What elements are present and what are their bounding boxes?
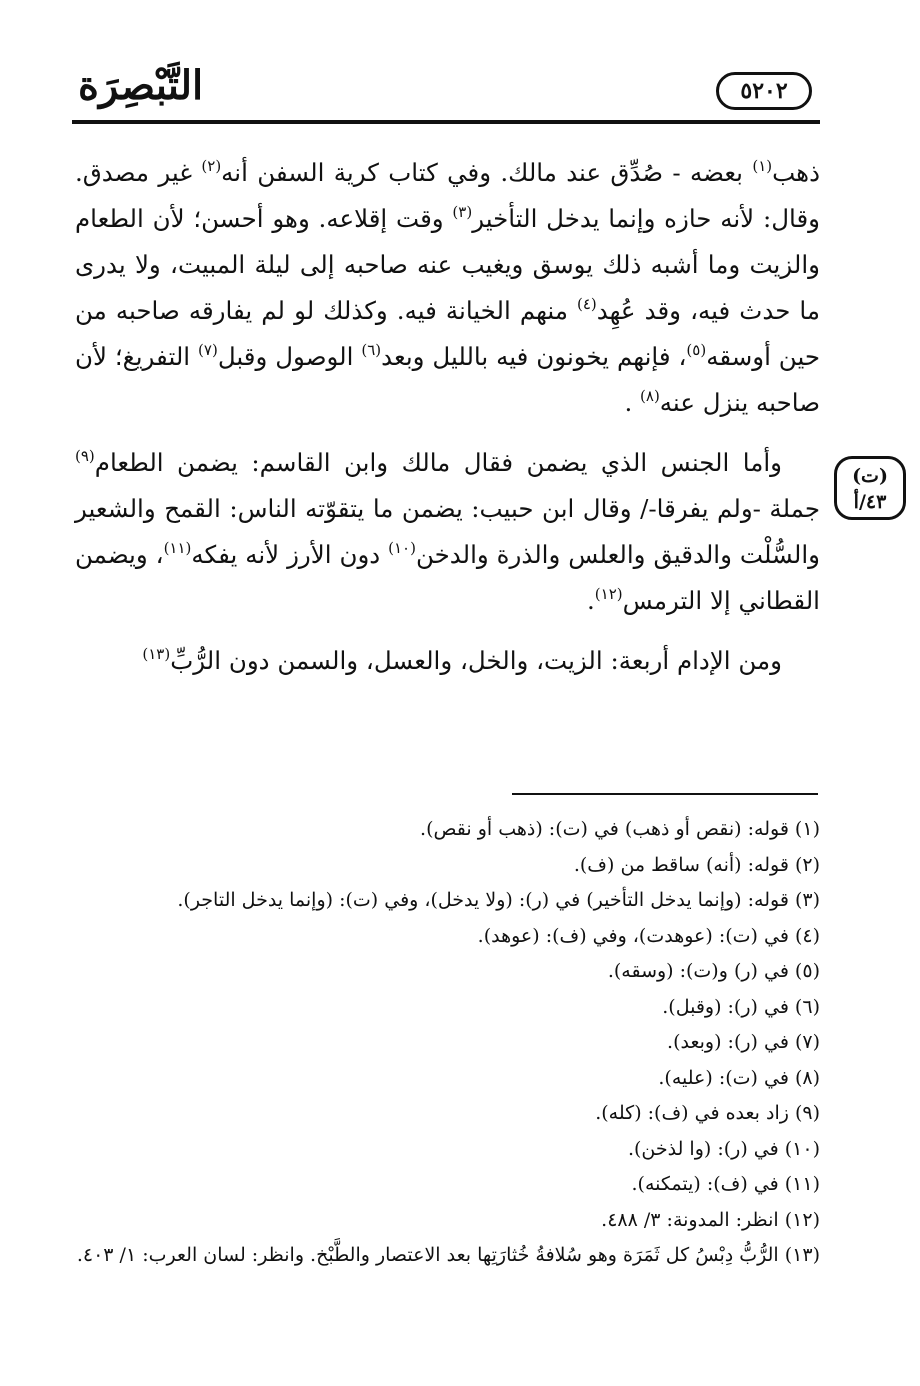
text-run: منهم الخيانة فيه. وكذلك لو لم يفارقه صاحبه من حين أوسقه [75,296,820,371]
footnote-ref: (١) [752,157,773,175]
footnote: (١٠) في (ر): (وا لذخن). [627,1137,820,1160]
text-run: جملة -ولم يفرقا-/ وقال ابن حبيب: يضمن ما يتقوّته الناس: القمح والشعير والسُّلْت والدقيق والعلس والذرة والدخن [75,494,821,569]
text-run: ، فإنهم يخونون فيه بالليل وبعد [381,342,687,371]
text-run: ومن الإدام أربعة: الزيت، والخل، والعسل، والسمن دون الرُّبِّ [170,646,782,675]
footnote: (٩) زاد بعده في (ف): (كله). [595,1102,820,1124]
footnote: (٧) في (ر): (وبعد). [667,1031,820,1053]
footnote: (٤) في (ت): (عوهدت)، وفي (ف): (عوهد). [477,924,820,947]
footnotes-list [76,812,820,1274]
text-run: الوصول وقبل [217,342,362,371]
text-run: وأما الجنس الذي يضمن فقال مالك وابن القاسم: يضمن الطعام [94,448,782,477]
footnote-ref: (٥) [686,341,707,359]
page-number: ٥٢٠٢ [716,72,812,110]
folio-number: ٤٣/أ [853,491,887,513]
text-run: ، ويضمن القطاني إلا الترمس [75,540,820,615]
footnote-ref: (١٠) [388,539,416,557]
footnote-ref: (٩) [75,447,95,465]
text-run: دون الأرز لأنه يفكه [191,540,389,569]
text-run: وقت إقلاعه. وهو أحسن؛ لأن الطعام والزيت وما أشبه ذلك يوسق ويغيب عنه صاحبه إلى ليلة المبيت، ولا يدرى ما حدث فيه، وقد عُهِد [75,204,820,325]
footnote-ref: (٨) [640,387,660,405]
footnote-ref: (٢) [201,157,222,175]
footnote: (٦) في (ر): (وقبل). [662,995,820,1018]
header-divider [72,120,820,124]
footnote: (١٢) انظر: المدونة: ٣/ ٤٨٨. [601,1208,820,1231]
footnote: (٥) في (ر) و(ت): (وسقه). [607,960,820,982]
footnote: (١٣) الرُّبُّ دِبْسُ كل ثَمَرَة وهو سُلافةُ خُثارَتِها بعد الاعتصار والطَّبْخ. وانظر: لسان العرب: ١/ ٤٠٣. [76,1244,820,1266]
text-run: بعضه - صُدِّق عند مالك. وفي كتاب كرية السفن أنه [221,158,753,187]
text-run: . [624,388,641,417]
paragraph [75,440,820,624]
footnote-ref: (١٣) [142,645,171,663]
paragraph [75,638,820,684]
footnote: (٢) قوله: (أنه) ساقط من (ف). [573,853,820,876]
footnote-ref: (١٢) [594,585,623,603]
footnote: (١) قوله: (نقص أو ذهب) في (ت): (ذهب أو نقص). [420,818,820,840]
page-header [72,58,820,128]
manuscript-folio-marker [834,456,906,520]
footnote-divider [512,793,818,795]
footnote: (٣) قوله: (وإنما يدخل التأخير) في (ر): (ولا يدخل)، وفي (ت): (وإنما يدخل التاجر). [177,889,820,911]
footnote-ref: (٤) [577,295,597,313]
folio-source: (ت) [852,465,888,487]
main-text [75,150,820,698]
footnote-ref: (٦) [361,341,382,359]
paragraph [75,150,820,426]
footnote-ref: (٧) [198,341,218,359]
footnote-ref: (٣) [452,203,473,221]
text-run: . [586,586,595,615]
text-run: ذهب [772,158,820,187]
text-run: غير مصدق. وقال: لأنه حازه وإنما يدخل التأخير [75,158,821,233]
footnote: (١١) في (ف): (يتمكنه). [631,1173,820,1195]
footnote: (٨) في (ت): (عليه). [658,1066,820,1089]
book-title-logo: التَّبْصِرَة [78,62,204,109]
footnote-ref: (١١) [163,539,192,557]
text-run: التفريغ؛ لأن صاحبه ينزل عنه [75,342,820,417]
